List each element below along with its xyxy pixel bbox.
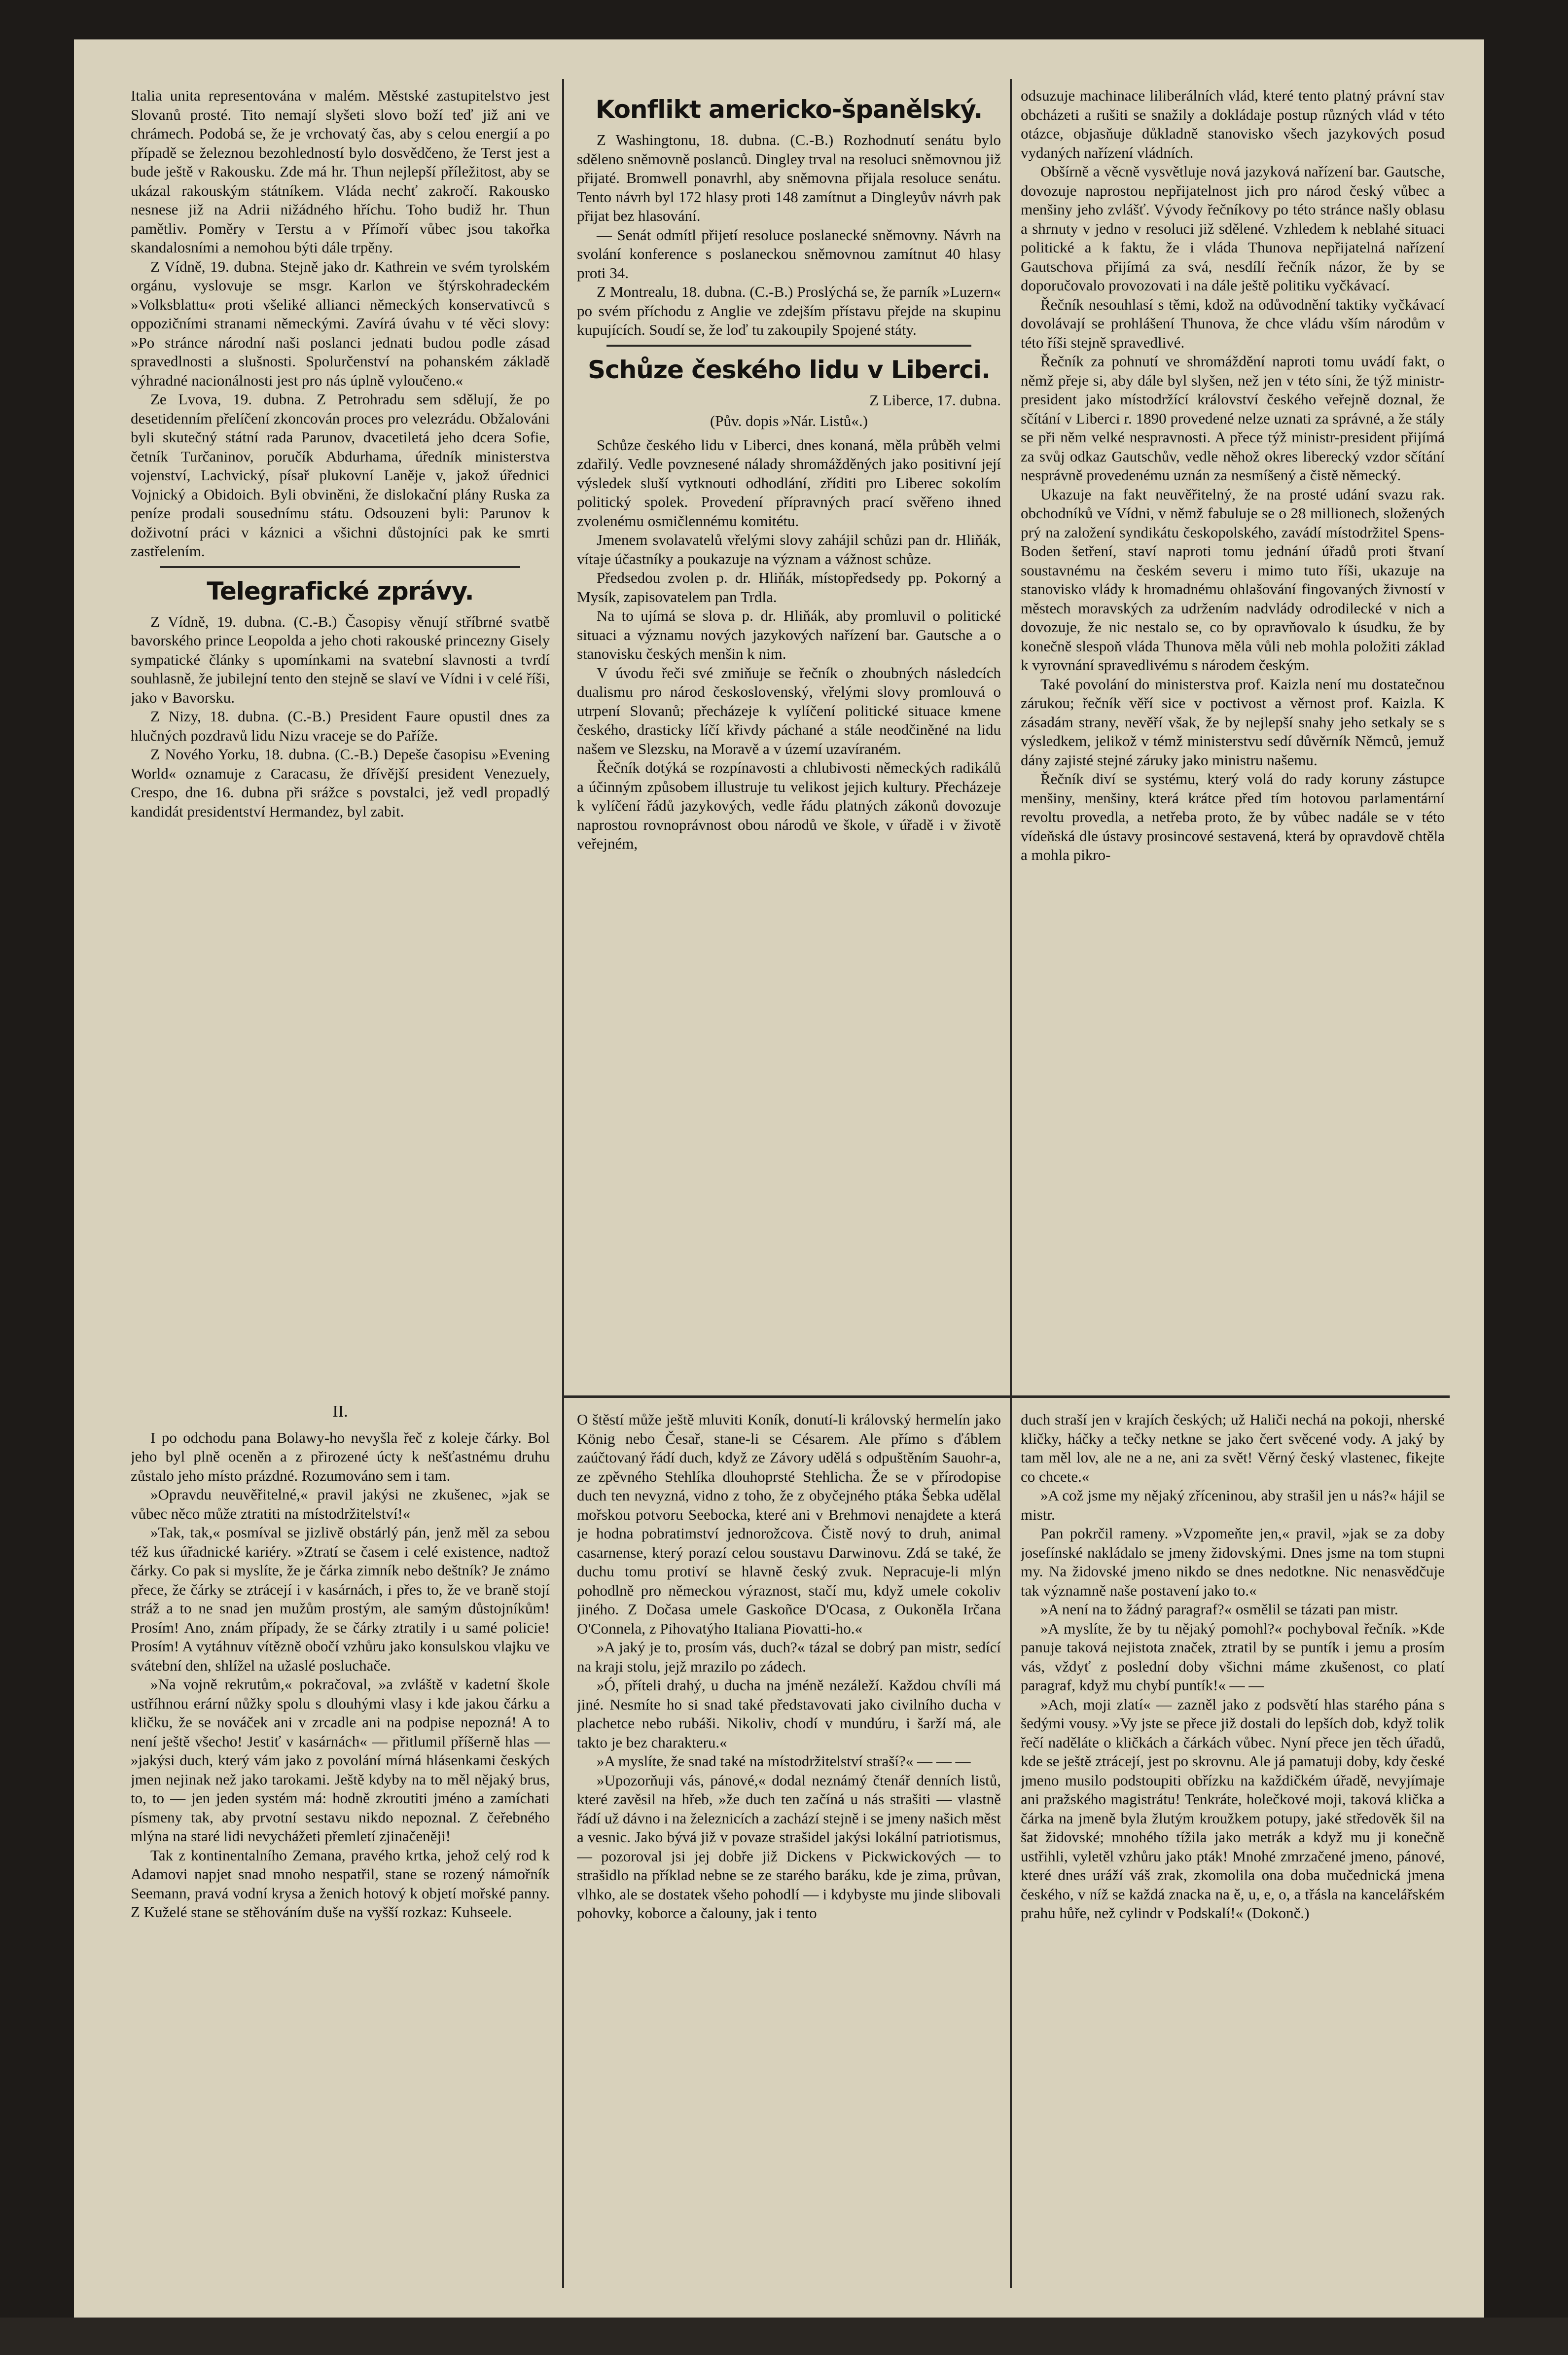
column-2 bbox=[577, 86, 1001, 1383]
feuilleton-paragraph: »A myslíte, že by tu nějaký pomohl?« pochyboval řečník. »Kde panuje taková nejistota značek, ztratil by se puntík i jemu a prosím vás, vždyť z poslední doby všichni máme zkušenost, co platí paragraf, když mu chybí puntík!« — — bbox=[1021, 1619, 1445, 1694]
column-separator-rule bbox=[160, 566, 520, 568]
meeting-section-title: Schůze českého lidu v Liberci. bbox=[588, 355, 990, 384]
feuilleton-divider bbox=[562, 1395, 1450, 1398]
conflict-item-washington: Z Washingtonu, 18. dubna. (C.-B.) Rozhodnutí senátu bylo sděleno sněmovně poslanců. Dingley trval na resoluci sněmovnou již přijaté. Bromwell ponavrhl, aby sněmovna přijala resoluce senátu. Tento návrh byl 172 hlasy proti 148 zamítnut a Dingleyův návrh pak přijat bez hlasování. bbox=[577, 131, 1001, 224]
feuilleton-paragraph: O štěstí může ještě mluviti Koník, donutí-li královský hermelín jako König nebo Česař, stane-li se Césarem. Ale přímo s ďáblem zaúčtovaný řádí duch, když ze Závory udělá s odpuštěním Sauohr-a, ze zpěvného Stehlíka dlouhoprsté Stehlicha. Že se v přírodopise duch ten nevyzná, vidno z toho, že z obyčejného ptáka Šebka udělal mořskou potvoru Seebocka, které ani v Brehmovi nenajdete a která je hodna pobratimství jednorožcova. Čistě nový to druh, animal casarnense, který porazí celou soustavu Darwinovu. Zdá se také, že duchu tomu protiví se hlavně český zvuk. Nepracuje-li mlýn pohodlně pro německou výraznost, stačí mu, když umele cokoliv jiného. Z Dočasa umele Gaskoñce D'Ocasa, z Oukoněla Irčana O'Connela, z Pihovatýho Italiana Piovatti-ho.« bbox=[577, 1411, 1001, 1637]
feuilleton-paragraph: Tak z kontinentalního Zemana, pravého krtka, jehož celý rod k Adamovi napjet snad mnoho nespatřil, stane se rozený námořník Seemann, pravá vodní krysa a ženich hotový k objetí mořské panny. Z Kuželé stane se stěhováním duše na vyšší rozkaz: Kuhseele. bbox=[131, 1846, 550, 1921]
meeting-paragraph: Schůze českého lidu v Liberci, dnes konaná, měla průběh velmi zdařilý. Vedle povznesené nálady shromážděných jako positivní její výsledek sluší vytknouti odhodlání, zříditi pro Liberec sokolím politický spolek. Provedení přípravných prací svěřeno ihned zvolenému osmičlennému komitétu. bbox=[577, 436, 1001, 530]
feuilleton-paragraph: »A myslíte, že snad také na místodržitelství straší?« — — — bbox=[597, 1752, 971, 1770]
feuilleton-paragraph: »A jaký je to, prosím vás, duch?« tázal se dobrý pan mistr, sedící na kraji stolu, jejž mrazilo po zádech. bbox=[577, 1639, 1001, 1675]
feuilleton-paragraph: »Ach, moji zlatí« — zazněl jako z podsvětí hlas starého pána s šedými vousy. »Vy jste se přece již dostali do lepších dob, když tolik řečí naděláte o kličkách a čárkách vůbec. Nyní přece jen těch úřadů, kde se ještě ztrácejí, jest po skrovnu. Ale já pamatuji doby, kdy české jmeno musilo podstoupiti obřízku na každičkém úřadě, nevyjímaje ani pražského magistrátu! Tenkráte, holečkové moji, taková klička a čárka na jmeně byla žlutým kroužkem potupy, jaké středověk šil na šat židovské; mnohého tížila jako metrák a když mu ji konečně ustřihli, vyletěl vzhůru jako pták! Mnohé zmrzačené jmeno, pánové, které dnes uráží váš zrak, zkomolila ona doba mučednická jmena českého, v níž se každá znacka na ě, u, e, o, a třásla na kancelářském prahu hůře, než cylindr v Podskalí!« (Dokonč.) bbox=[1021, 1695, 1445, 1922]
news-item-vienna: Z Vídně, 19. dubna. Stejně jako dr. Kathrein ve svém tyrolském orgánu, vyslovuje se msgr. Karlon ve štýrskohradeckém »Volksblattu« proti všeliké allianci německých konservativců s oppozičními stranami německými. Zavírá úvahu v té věci slovy: »Po stránce národní naši poslanci jednati budou podle zásad spravedlnosti a slušnosti. Spolurčenství na pohanském základě výhradné nacionálnosti jest pro nás úplně vyloučeno.« bbox=[131, 257, 550, 389]
feuilleton-number: II. bbox=[332, 1402, 348, 1421]
meeting-continuation: Obšírně a věcně vysvětluje nová jazyková nařízení bar. Gautsche, dovozuje naprostou nepřijatelnost jich pro národ český vůbec a menšiny jeho zvlášť. Vývody řečníkovy po této stránce našly oblasu a shrnuty v jedno v resoluci již sdělené. Vzhledem k neblahé situaci politické a k faktu, že i vláda Thunova nepřijatelná nařízení Gautschova přijímá za svá, nesdílí řečník názor, že by se doporučovalo provozovati i na dále ještě politiku vyčkávací. bbox=[1021, 163, 1445, 294]
feuilleton-paragraph: »A není na to žádný paragraf?« osmělil se tázati pan mistr. bbox=[1040, 1601, 1398, 1618]
meeting-source: (Pův. dopis »Nár. Listů«.) bbox=[710, 412, 868, 429]
meeting-paragraph: Předsedou zvolen p. dr. Hliňák, místopředsedy pp. Pokorný a Mysík, zapisovatelem pan Trdla. bbox=[577, 569, 1001, 606]
news-item-lvov: Ze Lvova, 19. dubna. Z Petrohradu sem sdělují, že po desetidenním přelíčení zkoncován proces pro velezrádu. Obžalováni byli skutečný státní rada Parunov, dvacetiletá jeho dcera Sofie, četník Turčaninov, poručík Abdurhama, úředník ministerstva vojenství, Lachvický, písař plukovní Laněje v, jakož úřednici Vojnický a Obidoich. Byli obviněni, že dislokační plány Ruska za peníze prodali sousednímu státu. Odsouzeni byli: Parunov k doživotní práci v káznici a všichni důstojníci pak ke smrti zastřelením. bbox=[131, 391, 550, 560]
telegraph-section-title: Telegrafické zprávy. bbox=[207, 576, 474, 606]
meeting-continuation: odsuzuje machinace liliberálních vlád, které tento platný právní stav obcházeti a rušiti se snažily a dokládaje postup různých vlád v této otázce, objasňuje důkladně stanovisko všech jazykových posud vydaných nařízení vládních. bbox=[1021, 87, 1445, 161]
article-italia: Italia unita representována v malém. Městské zastupitelstvo jest Slovanů prosté. Tito nemají slyšeti slovo boží teď již ani ve chrámech. Podobá se, že je vrchovatý čas, aby s celou energií a po případě se železnou bezohledností bylo dosvědčeno, že Terst jest a bude ještě v Rakousku. Zde má hr. Thun nejlepší příležitost, aby se ukázal rakouským státníkem. Vláda nechť zakročí. Rakousko nesnese již na Adrii nižádného hříchu. Toho budiž hr. Thun pamětliv. Poměry v Terstu a v Přímoří vůbec jsou takořka skandalosními a nemohou býti dále trpěny. bbox=[131, 87, 550, 256]
meeting-continuation: Řečník za pohnutí ve shromáždění naproti tomu uvádí fakt, o němž přeje si, aby dále byl slyšen, než jen v této síni, že týž ministr-president jako místodržící království českého veřejně doznal, že sčítání v Liberci r. 1890 provedené nelze uznati za správné, a že stály se při něm velké nespravnosti. A přece týž ministr-president přijímá za svůj odkaz Gautschův, vedle něhož okres liberecký vzdor sčítání nesprávně provedenému uznán za nesmíšený a čistě německý. bbox=[1021, 353, 1445, 484]
meeting-paragraph: Řečník dotýká se rozpínavosti a chlubivosti německých radikálů a účinným způsobem illustruje tu velikost jejich kultury. Přecházeje k vylíčení řádů jazykových, vedle řádu platných zákonů dovozuje naprostou rovnoprávnost obou národů ve škole, v úřadě i v životě veřejném, bbox=[577, 759, 1001, 852]
meeting-paragraph: Jmenem svolavatelů vřelými slovy zahájil schůzi pan dr. Hliňák, vítaje účastníky a poukazuje na význam a vážnost schůze. bbox=[577, 531, 1001, 568]
conflict-item-montreal: Z Montrealu, 18. dubna. (C.-B.) Proslýchá se, že parník »Luzern« po svém příchodu z Anglie ve zdejším přístavu přejde na skupinu kupujících. Soudí se, že loď tu zakoupily Spojené státy. bbox=[577, 283, 1001, 338]
scan-bottom-edge bbox=[0, 2318, 1568, 2355]
meeting-paragraph: Na to ujímá se slova p. dr. Hliňák, aby promluvil o politické situaci a významu nových jazykových nařízení bar. Gautsche a o stanovisku českých menšin k nim. bbox=[577, 607, 1001, 662]
feuilleton-paragraph: duch straší jen v krajích českých; už Haliči nechá na pokoji, nherské kličky, háčky a tečky netkne se jako čert svěcené vody. A jaký by tam měl lov, ale ne a ne, ani za svět! Věrný český vlastenec, fikejte co chcete.« bbox=[1021, 1411, 1445, 1485]
feuilleton-paragraph: »Opravdu neuvěřitelné,« pravil jakýsi ne zkušenec, »jak se vůbec něco může ztratiti na místodržitelství!« bbox=[131, 1486, 550, 1522]
telegraph-item-new-york: Z Nového Yorku, 18. dubna. (C.-B.) Depeše časopisu »Evening World« oznamuje z Caracasu, že dřívější president Venezuely, Crespo, dne 16. dubna při srážce s povstalci, jež vedl propadlý kandidát presidentství Hermandez, byl zabit. bbox=[131, 746, 550, 820]
meeting-continuation: Také povolání do ministerstva prof. Kaizla není mu dostatečnou zárukou; řečník věří sice v poctivost a věrnost prof. Kaizla. K zásadám strany, nevěří však, že by nejlepší snahy jeho setkaly se s výsledkem, jelikož v témž ministerstvu sedí důvěrník Němců, jemuž dány zajisté stejné záruky jako ministru našemu. bbox=[1021, 675, 1445, 769]
conflict-section-title: Konflikt americko-španělský. bbox=[595, 95, 983, 124]
meeting-continuation: Řečník nesouhlasí s těmi, kdož na odůvodnění taktiky vyčkávací dovolávají se prohlášení Thunova, že chce vládu vším národům v této říši stejně spravedlivé. bbox=[1021, 295, 1445, 351]
feuilleton-paragraph: I po odchodu pana Bolawy-ho nevyšla řeč z koleje čárky. Bol jeho byl plně oceněn a z přirozené úcty k nešťastnému druhu zůstalo jeho místo prázdné. Rozumováno sem i tam. bbox=[131, 1428, 550, 1484]
feuilleton-paragraph: »Tak, tak,« posmíval se jizlivě obstárlý pán, jenž měl za sebou též kus úřadnické kariéry. »Ztratí se časem i celé existence, nadtož čárky. Co pak si myslíte, že je čárka zimník nebo deštník? Je známo přece, že čárky se ztrácejí i v kasárnách, i přes to, že ve braně stojí stráž a to ne snad jen mužům prostým, ale samým důstojníkům! Prosím! Ano, znám případy, že se čárky ztratily i u samé policie! Prosím! A vytáhnuv vítězně obočí vzhůru jako konsulskou vlajku ve svátební den, shlížel na užaslé posluchače. bbox=[131, 1524, 550, 1674]
feuilleton-paragraph: »A což jsme my nějaký zříceninou, aby strašil jen u nás?« hájil se mistr. bbox=[1021, 1487, 1445, 1523]
feuilleton-paragraph: »Ó, příteli drahý, u ducha na jméně nezáleží. Každou chvíli má jiné. Nesmíte ho si snad také představovati jako civilního ducha v plachetce nebo rubáši. Nikoliv, chodí v mundúru, i šarží má, ale takto je bez charakteru.« bbox=[577, 1677, 1001, 1751]
meeting-continuation: Ukazuje na fakt neuvěřitelný, že na prosté udání svazu rak. obchodníků ve Vídni, v němž fabuluje se o 28 millionech, složených prý na založení syndikátu českopolského, zavádí místodržitel Spens-Boden šetření, staví naproti tomu jednání úřadů proti štvaní soustavnému na českém severu i mimo tuto říši, ukazuje na stanovisko vlády k hromadnému ohlašování fingovaných živností v městech moravských za udržením nadvlády odrodilecké v nich a dovozuje, že nic nestalo se, co by opravňovalo k úsudku, že by konečně slespoň vláda Thunova měla vůli neb mohla položiti základ k vyrovnání spravedlivému s národem českým. bbox=[1021, 485, 1445, 674]
telegraph-item-vienna: Z Vídně, 19. dubna. (C.-B.) Časopisy věnují stříbrné svatbě bavorského prince Leopolda a jeho choti rakouské princezny Gisely sympatické články s upomínkami na svatební slavnosti a tvrdí souhlasně, že jubilejní tento den stejně se slaví ve Vídni i v celé říši, jako v Bavorsku. bbox=[131, 612, 550, 706]
column-separator-rule bbox=[606, 345, 971, 347]
column-3 bbox=[1021, 86, 1445, 1383]
feuilleton-paragraph: »Upozorňuji vás, pánové,« dodal neznámý čtenář denních listů, které zavěsil na hřeb, »že duch ten začíná u nás strašiti — vlastně řádí už dávno i na železnicích a zachází stejně i se jmeny našich měst a vesnic. Jako bývá již v povaze strašidel jakýsi lokální patriotismus, — pozoroval jsi jej dobře již Dickens v Pickwickových — to strašidlo na příklad nebne se ze starého baráku, kde je zima, průvan, vlhko, ale se dostatek všeho pohodlí — i kdybyste mu jinde slibovali pohovky, koborce a čalouny, jak i tento bbox=[577, 1771, 1001, 1922]
meeting-paragraph: V úvodu řeči své zmiňuje se řečník o zhoubných následcích dualismu pro národ československý, vřelými slovy promlouvá o utrpení Slovanů; přecházeje k vylíčení politické situace kmene českého, drasticky líčí křivdy páchané a stále neodčiněné na lidu našem ve Slezsku, na Moravě a v území uzavíraném. bbox=[577, 664, 1001, 757]
feuilleton-paragraph: »Na vojně rekrutům,« pokračoval, »a zvláště v kadetní škole ustříhnou erární nůžky spolu s dlouhými vlasy i kde jakou čárku a kličku, že se nováček ani v zrcadle ani na podpise nepozná! A to není ještě všecho! Jestiť v kasárnách« — přitlumil příšerně hlas — »jakýsi duch, který vám jako z povolání mírná hlásenkami českých jmen nejinak než jako tarokami. Ještě kdyby na to měl nějaký brus, to, to — jen jeden systém má: hodně zkroutiti jméno a zamíchati písmeny tak, aby prvotní sestavu nikdo nepoznal. Z čeřebného mlýna na staré lidi nevychážeti přemletí zjinačeněji! bbox=[131, 1676, 550, 1845]
feuilleton-column-2 bbox=[577, 1410, 1001, 2298]
feuilleton-paragraph: Pan pokrčil rameny. »Vzpomeňte jen,« pravil, »jak se za doby josefínské nakládalo se jmeny židovskými. Dnes jsme na tom stupni my. Na židovské jmeno nikdo se dnes nedotkne. Nic nenasvědčuje tak významně naše postavení jako to.« bbox=[1021, 1525, 1445, 1599]
meeting-dateline: Z Liberce, 17. dubna. bbox=[869, 391, 1001, 409]
feuilleton-column-3 bbox=[1021, 1410, 1445, 2298]
column-1 bbox=[131, 86, 550, 1048]
meeting-continuation: Řečník diví se systému, který volá do rady koruny zástupce menšiny, menšiny, která krátce před tím hotovou parlamentární revoltu provedla, a netřeba proto, že by vůbec nadále se v této vídeňská dle ústavy prosincové sestavená, která by opravdově chtěla a mohla pikro- bbox=[1021, 770, 1445, 863]
telegraph-item-nice: Z Nizy, 18. dubna. (C.-B.) President Faure opustil dnes za hlučných pozdravů lidu Nizu vraceje se do Paříže. bbox=[131, 708, 550, 744]
column-divider bbox=[562, 79, 564, 2288]
feuilleton-column-1 bbox=[131, 1395, 550, 2298]
column-divider bbox=[1010, 79, 1012, 2288]
conflict-item-senate: — Senát odmítl přijetí resoluce poslanecké sněmovny. Návrh na svolání konference s poslaneckou sněmovnou zamítnut 40 hlasy proti 34. bbox=[577, 226, 1001, 282]
